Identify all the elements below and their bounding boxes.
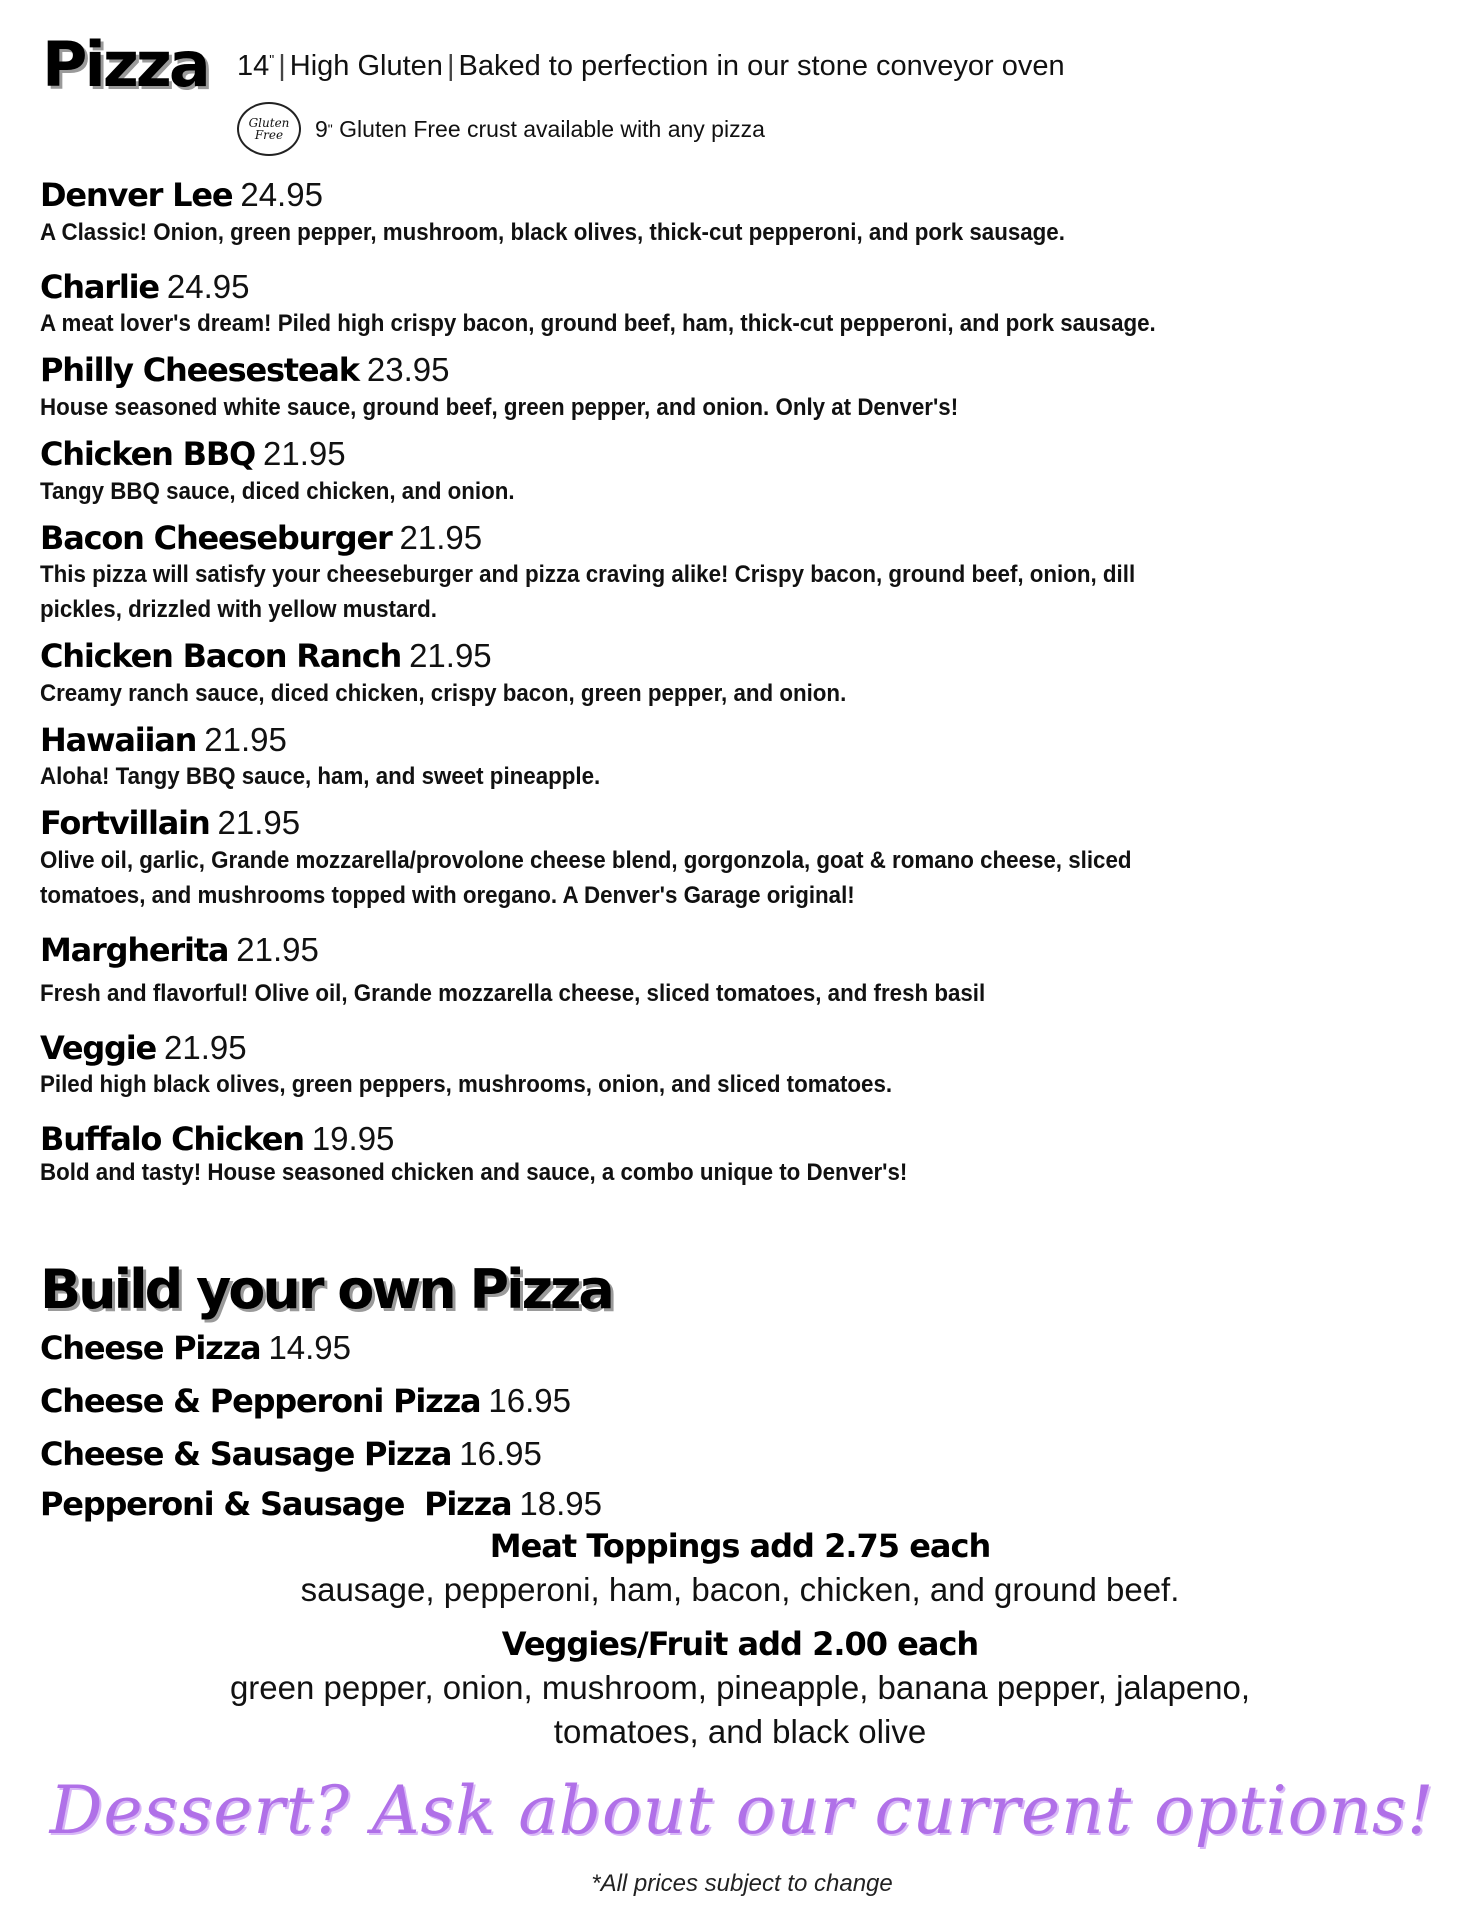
- item-name: Denver Lee: [40, 176, 233, 214]
- menu-item: [40, 1122, 1420, 1187]
- item-name: Hawaiian: [40, 720, 197, 759]
- item-price: 21.95: [409, 637, 492, 675]
- price-disclaimer: *All prices subject to change: [591, 1870, 893, 1897]
- item-description: Bold and tasty! House seasoned chicken and sauce, a combo unique to Denver's!: [40, 1159, 908, 1187]
- menu-item: [40, 518, 1420, 628]
- item-price: 16.95: [488, 1381, 571, 1419]
- item-name: Bacon Cheeseburger: [40, 518, 392, 557]
- item-price: 21.95: [217, 804, 301, 842]
- menu-header: [40, 30, 1440, 160]
- gluten-free-line: [237, 102, 765, 156]
- item-name: Cheese Pizza: [40, 1328, 261, 1367]
- baking-note: Baked to perfection in our stone conveyor oven: [458, 50, 1065, 82]
- item-name: Cheese & Pepperoni Pizza: [40, 1381, 481, 1420]
- dessert-banner: Dessert? Ask about our current options!: [49, 1772, 1435, 1849]
- menu-item: [40, 1028, 1420, 1103]
- dough-type: High Gluten: [289, 50, 443, 82]
- item-name: Veggie: [40, 1028, 157, 1067]
- item-price: 19.95: [311, 1120, 395, 1158]
- menu-item: [40, 806, 1420, 913]
- item-description: A Classic! Onion, green pepper, mushroom, black olives, thick-cut pepperoni, and pork sausage.: [40, 218, 1065, 246]
- specialty-pizza-list: [40, 178, 1420, 1187]
- menu-item: [40, 933, 1420, 1011]
- gluten-free-icon: Gluten Free: [237, 102, 301, 156]
- item-description: A meat lover's dream! Piled high crispy bacon, ground beef, ham, thick-cut pepperoni, and pork sausage.: [40, 310, 1156, 338]
- item-price: 18.95: [519, 1484, 602, 1522]
- gluten-free-text: Gluten Free crust available with any pizza: [339, 115, 765, 142]
- item-description: Piled high black olives, green peppers, mushrooms, onion, and sliced tomatoes.: [40, 1071, 893, 1099]
- menu-item: [40, 1378, 1440, 1431]
- section-title: Build your own Pizza: [40, 1258, 612, 1321]
- item-name: Buffalo Chicken: [40, 1120, 304, 1159]
- page-title: Pizza: [42, 28, 208, 101]
- item-description: This pizza will satisfy your cheeseburger and pizza craving alike! Crispy bacon, ground beef, onion, dill pickles, drizzled with yellow mustard.: [40, 561, 1136, 624]
- item-name: Philly Cheesesteak: [40, 351, 359, 390]
- menu-item: [40, 1431, 1440, 1484]
- item-price: 24.95: [166, 267, 250, 305]
- pizza-spec-line: [237, 50, 1065, 83]
- item-description: Aloha! Tangy BBQ sauce, ham, and sweet pineapple.: [40, 763, 601, 791]
- item-price: 14.95: [268, 1328, 352, 1366]
- item-price: 21.95: [236, 931, 319, 969]
- item-name: Chicken BBQ: [40, 434, 256, 473]
- item-price: 16.95: [459, 1434, 542, 1472]
- menu-item: [40, 1325, 1440, 1378]
- veggie-toppings-list: green pepper, onion, mushroom, pineapple, banana pepper, jalapeno, tomatoes, and black olive: [229, 1669, 1251, 1750]
- toppings-section: [150, 1524, 1330, 1754]
- menu-item: [40, 178, 1420, 250]
- meat-toppings-list: sausage, pepperoni, ham, bacon, chicken, and ground beef.: [300, 1571, 1180, 1608]
- item-price: 21.95: [399, 518, 483, 556]
- item-description: Olive oil, garlic, Grande mozzarella/provolone cheese blend, gorgonzola, goat & romano cheese, sliced tomatoes, and mushrooms topped with oregano. A Denver's Garage original!: [40, 847, 1132, 910]
- gf-size: 9: [315, 115, 328, 142]
- menu-item: [40, 639, 1420, 711]
- inch-mark: ": [327, 121, 333, 137]
- item-description: Creamy ranch sauce, diced chicken, crispy bacon, green pepper, and onion.: [40, 679, 847, 707]
- item-price: 24.95: [240, 176, 323, 213]
- item-description: House seasoned white sauce, ground beef, green pepper, and onion. Only at Denver's!: [40, 393, 959, 421]
- item-price: 21.95: [263, 434, 346, 472]
- meat-toppings-heading: Meat Toppings add 2.75 each: [489, 1527, 991, 1565]
- item-price: 21.95: [164, 1028, 247, 1066]
- inch-mark: ": [269, 51, 275, 68]
- item-name: Margherita: [40, 931, 229, 970]
- veggie-toppings-heading: Veggies/Fruit add 2.00 each: [501, 1625, 979, 1663]
- item-description: Tangy BBQ sauce, diced chicken, and onion.: [40, 477, 515, 505]
- item-price: 23.95: [366, 351, 450, 389]
- menu-item: [40, 353, 1420, 425]
- menu-item: [40, 720, 1420, 795]
- pizza-size: 14: [237, 50, 270, 82]
- menu-item: [40, 267, 1420, 342]
- item-description: Fresh and flavorful! Olive oil, Grande mozzarella cheese, sliced tomatoes, and fresh basil: [40, 979, 986, 1007]
- item-name: Charlie: [40, 267, 159, 306]
- item-name: Pepperoni & Sausage Pizza: [40, 1484, 512, 1523]
- item-name: Chicken Bacon Ranch: [40, 637, 402, 676]
- item-name: Fortvillain: [40, 804, 210, 843]
- divider: |: [278, 50, 286, 82]
- item-price: 21.95: [204, 720, 287, 758]
- item-name: Cheese & Sausage Pizza: [40, 1434, 452, 1473]
- menu-item: [40, 434, 1420, 509]
- divider: |: [446, 50, 455, 82]
- build-your-own-section: [40, 1258, 1440, 1531]
